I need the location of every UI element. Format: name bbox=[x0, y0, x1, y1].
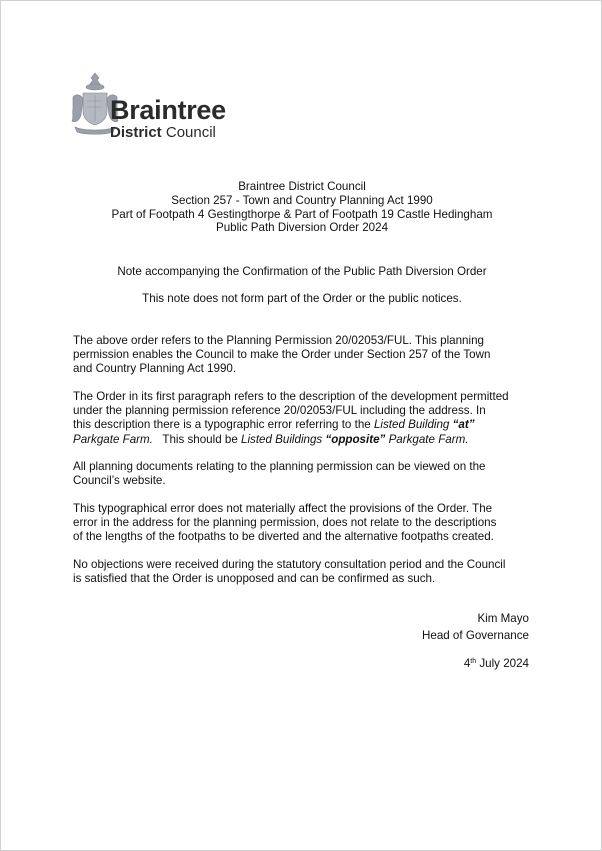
note-title: Note accompanying the Confirmation of the Public Path Diversion Order bbox=[117, 265, 487, 278]
signature-block bbox=[422, 611, 529, 644]
logo-subtitle: District Council bbox=[110, 124, 216, 141]
order-heading bbox=[1, 180, 602, 235]
heading-line: Part of Footpath 4 Gestingthorpe & Part of Footpath 19 Castle Hedingham bbox=[111, 207, 493, 221]
council-logo bbox=[69, 69, 259, 143]
paragraph-no-objections: No objections were received during the statutory consultation period and the Council is satisfied that the Order is unopposed and can be confirmed as such. bbox=[73, 558, 506, 586]
paragraph-error-effect: This typographical error does not materially affect the provisions of the Order. The error in the address for the planning permission, does not relate to the descriptions of the lengths of the footpaths to be diverted and the alternative footpaths created. bbox=[73, 502, 497, 544]
document-date: 4th July 2024 bbox=[463, 657, 529, 670]
signatory-role: Head of Governance bbox=[422, 628, 529, 642]
heading-line: Section 257 - Town and Country Planning Act 1990 bbox=[171, 193, 433, 207]
heading-line: Braintree District Council bbox=[238, 180, 366, 193]
signatory-name: Kim Mayo bbox=[477, 612, 529, 625]
heading-line: Public Path Diversion Order 2024 bbox=[215, 221, 389, 235]
note-disclaimer: This note does not form part of the Order or the public notices. bbox=[142, 292, 462, 305]
logo-wordmark: Braintree bbox=[110, 95, 226, 125]
paragraph-planning-documents: All planning documents relating to the planning permission can be viewed on the Council’s website. bbox=[73, 460, 486, 488]
paragraph-planning-permission: The above order refers to the Planning Permission 20/02053/FUL. This planning permission enables the Council to make the Order under Section 257 of the Town and Country Planning Act 1990. bbox=[73, 334, 491, 376]
paragraph-typographic-error: The Order in its first paragraph refers to the description of the development permitted under the planning permission reference 20/02053/FUL including the address. In this description there is a typographic error referring to the Listed Building “at” Parkgate Farm. This should be Listed Buildings “opposite” Parkgate Farm. bbox=[73, 390, 509, 446]
